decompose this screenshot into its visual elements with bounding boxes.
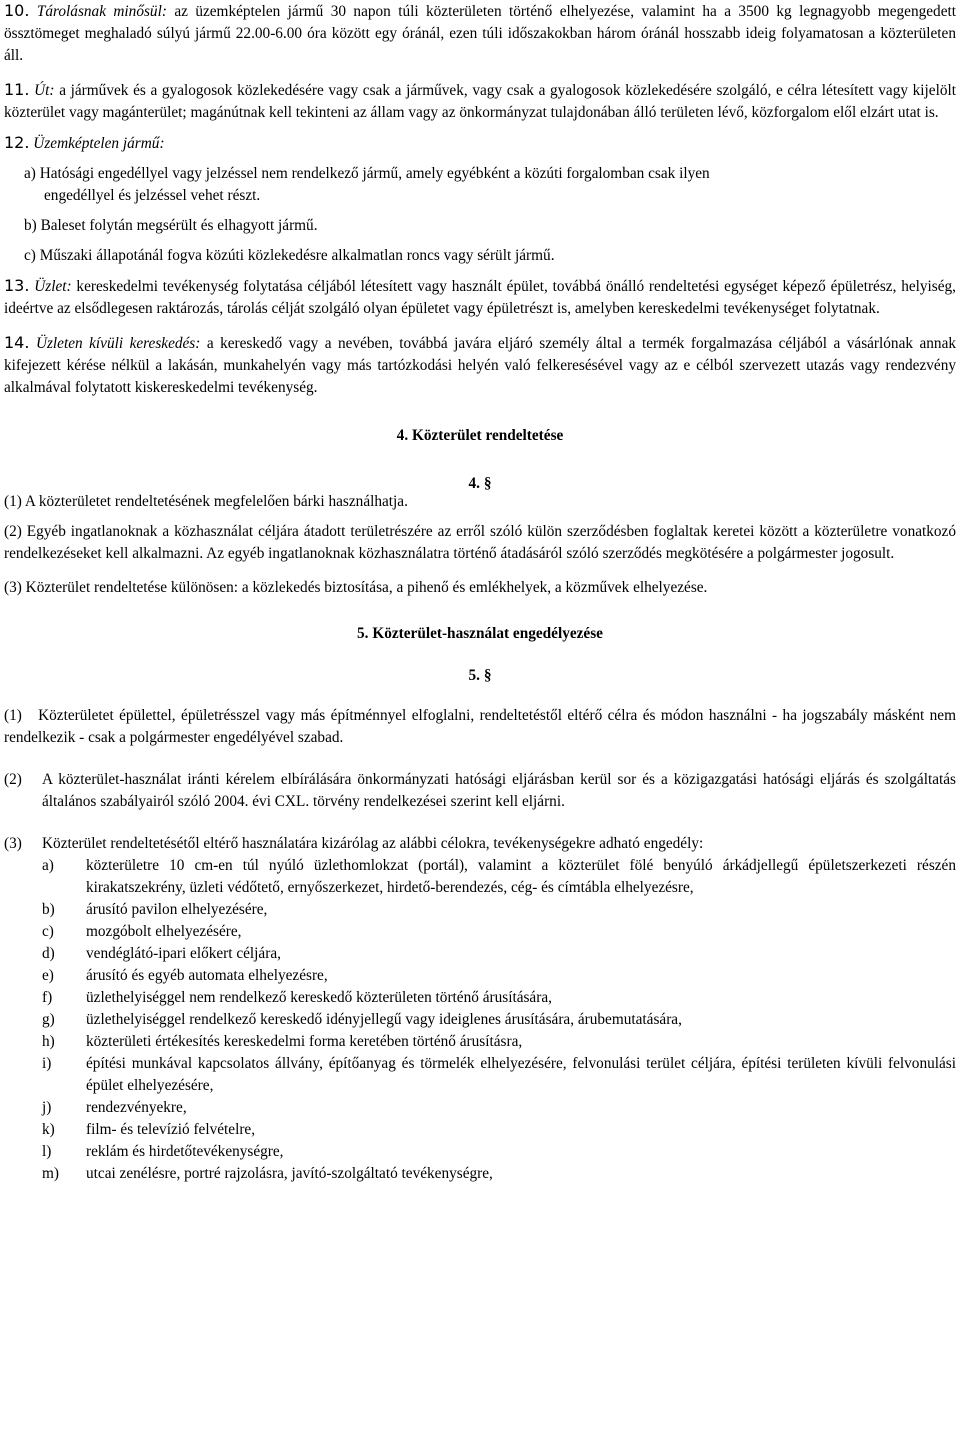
purpose-item (42, 943, 956, 965)
item-letter: m) (42, 1165, 59, 1182)
purpose-item (42, 1119, 956, 1141)
item-text: árusító pavilon elhelyezésére, (86, 901, 268, 918)
item-text: építési munkával kapcsolatos állvány, építőanyag és törmelék elhelyezésére, felvonulási terület céljára, építési területen kívüli felvonulási épület elhelyezésére, (86, 1055, 956, 1094)
purpose-item (42, 965, 956, 987)
item-text: rendezvényekre, (86, 1099, 187, 1116)
item-text: üzlethelyiséggel nem rendelkező kereskedő közterületen történő árusítására, (86, 989, 552, 1006)
purpose-item (42, 1053, 956, 1097)
section-5-para-3 (4, 833, 956, 855)
definition-13 (4, 275, 956, 320)
list-item: a) Hatósági engedéllyel vagy jelzéssel nem rendelkező jármű, amely egyébként a közúti forgalomban csak ilyen (24, 165, 710, 182)
item-letter: l) (42, 1143, 52, 1160)
item-text: film- és televízió felvételre, (86, 1121, 256, 1138)
item-text: vendéglátó-ipari előkert céljára, (86, 945, 281, 962)
definition-10 (4, 0, 956, 67)
list-item: c) Műszaki állapotánál fogva közúti közlekedésre alkalmatlan roncs vagy sérült jármű. (24, 247, 555, 264)
para-text: Közterületet épülettel, épületrésszel vagy más építménnyel elfoglalni, rendeltetéstől eltérő célra és módon használni - ha jogszabály másként nem rendelkezik - csak a polgármester engedélyével szabad. (4, 707, 956, 746)
para-label: (1) (4, 707, 22, 724)
definition-number: 12. (4, 133, 30, 152)
definition-number: 13. (4, 276, 30, 295)
purpose-item (42, 1097, 956, 1119)
item-letter: a) (42, 857, 54, 874)
purpose-item (42, 1009, 956, 1031)
section-5-purpose-list (42, 855, 956, 1185)
document-page (4, 0, 956, 1185)
section-5-heading: 5. Közterület-használat engedélyezése (357, 625, 603, 642)
definition-text: a kereskedő vagy a nevében, továbbá javára eljáró személy által a termék forgalmazása céljából a vásárlónak annak kifejezett kérése nélkül a lakásán, munkahelyén vagy más tartózkodási helyén való felkeresésével vagy az e célból szervezett utazás vagy rendezvény alkalmával folytatott kiskereskedelmi tevékenység. (4, 335, 957, 396)
definition-12 (4, 132, 956, 155)
item-text: közterületi értékesítés kereskedelmi forma keretében történő árusításra, (86, 1033, 523, 1050)
definition-14 (4, 332, 956, 399)
section-5-para-1 (4, 705, 956, 749)
definition-12-list (4, 163, 956, 267)
item-letter: j) (42, 1099, 52, 1116)
purpose-item (42, 987, 956, 1009)
definition-term: Üzleten kívüli kereskedés: (35, 335, 201, 352)
item-text: közterületre 10 cm-en túl nyúló üzlethomlokzat (portál), valamint a közterület fölé benyúló árkádjellegű épületszerkezeti részén kirakatszekrény, üzleti védőtető, ernyőszerkezet, hirdető-berendezés, cég- és címtábla elhelyezésre, (86, 857, 956, 896)
item-text: mozgóbolt elhelyezésére, (86, 923, 242, 940)
item-text: utcai zenélésre, portré rajzolásra, javító-szolgáltató tevékenységre, (86, 1165, 493, 1182)
item-text: üzlethelyiséggel rendelkező kereskedő idényjellegű vagy ideiglenes árusítására, árubemutatására, (86, 1011, 682, 1028)
list-item-continuation: engedéllyel és jelzéssel vehet részt. (44, 187, 261, 204)
definition-text: a járművek és a gyalogosok közlekedésére vagy csak a járművek, vagy csak a gyalogosok közlekedésére szolgáló, e célra létesített vagy kijelölt közterület vagy magánterület; magánútnak kell tekinteni az állam vagy az önkormányzat tulajdonában álló területen lévő, közforgalom elől elzárt utat is. (4, 82, 956, 121)
section-5-sign: 5. § (468, 667, 492, 684)
item-letter: k) (42, 1121, 55, 1138)
definition-term: Üzlet: (34, 278, 72, 295)
item-letter: c) (42, 923, 54, 940)
definition-term: Út: (34, 82, 55, 99)
section-4-para-3: (3) Közterület rendeltetése különösen: a közlekedés biztosítása, a pihenő és emlékhelyek, a közművek elhelyezése. (4, 579, 708, 596)
definition-number: 11. (4, 80, 30, 99)
section-4-heading: 4. Közterület rendeltetése (396, 427, 564, 444)
para-label: (2) (4, 771, 22, 788)
item-letter: d) (42, 945, 55, 962)
definition-number: 14. (4, 333, 30, 352)
definition-term: Tárolásnak minősül: (36, 3, 167, 20)
definition-term: Üzemképtelen jármű: (33, 135, 165, 152)
purpose-item (42, 855, 956, 899)
item-letter: i) (42, 1055, 52, 1072)
section-4-para-1: (1) A közterületet rendeltetésének megfelelően bárki használhatja. (4, 493, 408, 510)
purpose-item (42, 1141, 956, 1163)
item-letter: h) (42, 1033, 55, 1050)
definition-text: az üzemképtelen jármű 30 napon túli közterületen történő elhelyezése, valamint ha a 3500 kg legnagyobb megengedett össztömeget meghaladó súlyú jármű 22.00-6.00 óra között egy óránál, ezen túli időszakokban három óránál hosszabb ideig folyamatosan a közterületen áll. (4, 3, 956, 64)
definition-11 (4, 79, 956, 124)
purpose-item (42, 1031, 956, 1053)
section-5-para-2 (4, 769, 956, 813)
item-letter: e) (42, 967, 54, 984)
para-text: A közterület-használat iránti kérelem elbírálására önkormányzati hatósági eljárásban kerül sor és a közigazgatási hatósági eljárás és szolgáltatás általános szabályairól szóló 2004. évi CXL. törvény rendelkezései szerint kell eljárni. (42, 771, 956, 810)
item-text: reklám és hirdetőtevékenységre, (86, 1143, 284, 1160)
para-text: Közterület rendeltetésétől eltérő használatára kizárólag az alábbi célokra, tevékenységekre adható engedély: (42, 835, 704, 852)
list-item: b) Baleset folytán megsérült és elhagyott jármű. (24, 217, 318, 234)
definition-number: 10. (4, 1, 30, 20)
purpose-item (42, 899, 956, 921)
item-letter: b) (42, 901, 55, 918)
purpose-item (42, 921, 956, 943)
section-4-sign: 4. § (468, 475, 492, 492)
purpose-item (42, 1163, 956, 1185)
definition-text: kereskedelmi tevékenység folytatása céljából létesített vagy használt épület, továbbá önálló rendeltetési egységet képező épületrész, helyiség, ideértve az elsődlegesen raktározás, tárolás célját szolgáló olyan épületet vagy épületrészt is, amelyben kereskedelmi tevékenységet folytatnak. (4, 278, 956, 317)
item-letter: g) (42, 1011, 55, 1028)
section-4-para-2: (2) Egyéb ingatlanoknak a közhasználat céljára átadott területrészére az erről szóló külön szerződésben foglaltak keretei között a közterületre vonatkozó rendelkezéseket kell alkalmazni. Az egyéb ingatlanoknak közhasználatra történő átadásáról szóló szerződés megkötésére a polgármester jogosult. (4, 523, 956, 562)
item-letter: f) (42, 989, 53, 1006)
para-label: (3) (4, 835, 22, 852)
item-text: árusító és egyéb automata elhelyezésre, (86, 967, 328, 984)
